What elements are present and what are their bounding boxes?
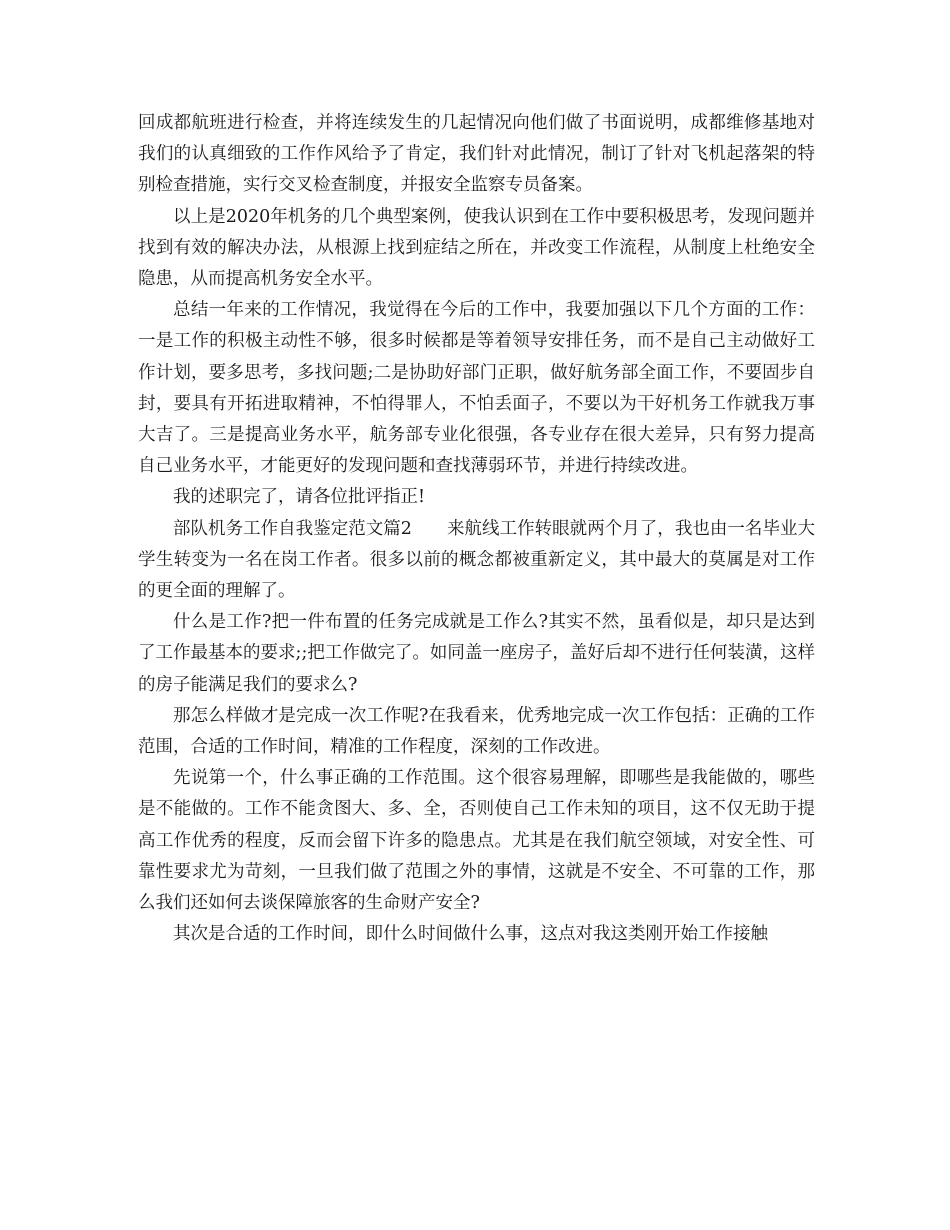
paragraph-case-summary: 以上是2020年机务的几个典型案例，使我认识到在工作中要积极思考，发现问题并找到有效的解决办法，从根源上找到症结之所在，并改变工作流程，从制度上杜绝安全隐患，从而提高机务安全水平。 — [138, 206, 815, 290]
paragraph-work-time: 其次是合适的工作时间，即什么时间做什么事，这点对我这类刚开始工作接触 — [173, 924, 768, 945]
document-page — [138, 108, 815, 950]
paragraph-continuation: 回成都航班进行检查，并将连续发生的几起情况向他们做了书面说明，成都维修基地对我们的认真细致的工作作风给予了肯定，我们针对此情况，制订了针对飞机起落架的特别检查措施，实行交叉检查制度，并报安全监察专员备案。 — [138, 113, 815, 196]
paragraph-what-is-work: 什么是工作?把一件布置的任务完成就是工作么?其实不然，虽看似是，却只是达到了工作最基本的要求;;把工作做完了。如同盖一座房子，盖好后却不进行任何装潢，这样的房子能满足我们的要求么? — [138, 612, 815, 695]
paragraph-how-to-complete: 那怎么样做才是完成一次工作呢?在我看来，优秀地完成一次工作包括：正确的工作范围，合适的工作时间，精准的工作程度，深刻的工作改进。 — [138, 705, 815, 758]
paragraph-section-2-intro: 部队机务工作自我鉴定范文篇2 来航线工作转眼就两个月了，我也由一名毕业大学生转变为一名在岗工作者。很多以前的概念都被重新定义，其中最大的莫属是对工作的更全面的理解了。 — [138, 518, 815, 602]
paragraph-work-scope: 先说第一个，什么事正确的工作范围。这个很容易理解，即哪些是我能做的，哪些是不能做的。工作不能贪图大、多、全，否则使自己工作未知的项目，这不仅无助于提高工作优秀的程度，反而会留下许多的隐患点。尤其是在我们航空领域，对安全性、可靠性要求尤为苛刻，一旦我们做了范围之外的事情，这就是不安全、不可靠的工作，那么我们还如何去谈保障旅客的生命财产安全? — [138, 768, 815, 914]
paragraph-year-summary: 总结一年来的工作情况，我觉得在今后的工作中，我要加强以下几个方面的工作：一是工作的积极主动性不够，很多时候都是等着领导安排任务，而不是自己主动做好工作计划，要多思考，多找问题;二是协助好部门正职，做好航务部全面工作，不要固步自封，要具有开拓进取精神，不怕得罪人，不怕丢面子，不要以为干好机务工作就我万事大吉了。三是提高业务水平，航务部专业化很强，各专业存在很大差异，只有努力提高自己业务水平，才能更好的发现问题和查找薄弱环节，并进行持续改进。 — [138, 300, 815, 477]
paragraph-closing: 我的述职完了，请各位批评指正! — [173, 487, 426, 508]
